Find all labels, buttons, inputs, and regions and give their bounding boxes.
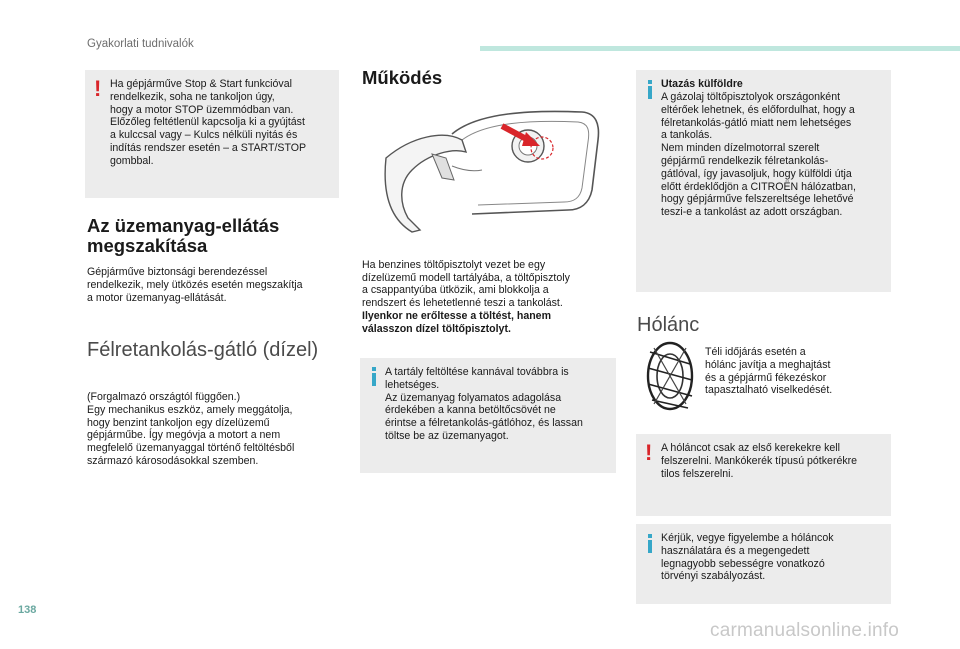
operation-text-bold: Ilyenkor ne erőltesse a töltést, hanem válasszon dízel töltőpisztolyt.: [362, 309, 551, 335]
snow-chain-icon: [640, 340, 700, 412]
section-title: Gyakorlati tudnivalók: [87, 38, 194, 50]
snow-chain-warning-text: A hóláncot csak az első kerekekre kell felszerelni. Mankókerék típusú pótkerékre tilos felszerelni.: [661, 442, 858, 480]
stop-start-warning-box: [85, 70, 339, 198]
stop-start-warning-text: Ha gépjárműve Stop & Start funkcióval rendelkezik, soha ne tankoljon úgy, hogy a motor STOP üzemmódban van. Előzőleg feltétlenül kapcsolja ki a gyújtást a kulccsal vagy – Kulcs nélküli nyitás és indítás rendszer esetén – a START/STOP gombbal.: [110, 78, 307, 167]
operation-text: [362, 246, 616, 348]
fuel-flap-illustration: [382, 100, 604, 235]
snow-chain-law-info-box: [636, 524, 891, 604]
heading-operation: Működés: [362, 67, 443, 88]
travel-abroad-title: Utazás külföldre: [661, 78, 743, 90]
info-icon: [639, 80, 661, 99]
info-icon: [639, 534, 661, 553]
snow-chain-warning-box: [636, 434, 891, 516]
snow-chain-text: Téli időjárás esetén a hólánc javítja a meghajtást és a gépjármű fékezéskor tapasztalható viselkedését.: [705, 346, 833, 397]
warning-icon: !: [645, 440, 653, 465]
heading-misfuel-device: Félretankolás-gátló (dízel): [87, 339, 319, 361]
fuel-cutoff-text: Gépjárműve biztonsági berendezéssel rendelkezik, mely ütközés esetén megszakítja a motor üzemanyag-ellátását.: [87, 266, 303, 304]
jerrycan-info-text: A tartály feltöltése kannával továbbra is lehetséges. Az üzemanyag folyamatos adagolása érdekében a kanna betöltőcsövét ne érintse a félretankolás-gátlóhoz, és lassan töltse be az üzemanyagot.: [385, 366, 583, 442]
page-number: 138: [18, 604, 37, 616]
operation-text-normal: Ha benzines töltőpisztolyt vezet be egy dízelüzemű modell tartályába, a töltőpisztoly a csappantyúba ütközik, ami blokkolja a rendszert és lehetetlenné teszi a tankolást.: [362, 258, 570, 310]
misfuel-device-text: (Forgalmazó országtól függően.) Egy mechanikus eszköz, amely meggátolja, hogy benzint tankoljon egy dízelüzemű gépjárműbe. Így megóvja a motort a nem megfelelő üzemanyaggal történő feltöltésből származó károsodásokkal szemben.: [87, 391, 295, 467]
jerrycan-info-box: [360, 358, 616, 473]
info-icon: [363, 367, 385, 386]
heading-fuel-cutoff: Az üzemanyag-ellátás megszakítása: [87, 215, 280, 256]
header-accent-bar: [480, 46, 960, 51]
snow-chain-law-text: Kérjük, vegye figyelembe a hóláncok használatára és a megengedett legnagyobb sebességre vonatkozó törvényi szabályozást.: [661, 532, 834, 583]
travel-abroad-text: A gázolaj töltőpisztolyok országonként eltérőek lehetnek, és előfordulhat, hogy a félretankolás-gátló miatt nem lehetséges a tankolás. Nem minden dízelmotorral szerelt gépjármű rendelkezik félretankolás- gátlóval, így javasoljuk, hogy külföldi útja előtt érdeklődjön a CITROËN hálózatban, hogy gépjárműve felszereltsége lehetővé teszi-e a tankolást az adott országban.: [661, 91, 856, 219]
heading-snow-chains: Hólánc: [637, 314, 700, 336]
warning-icon: !: [94, 76, 102, 101]
travel-abroad-info-box: [636, 70, 891, 292]
watermark: carmanualsonline.info: [710, 620, 900, 641]
